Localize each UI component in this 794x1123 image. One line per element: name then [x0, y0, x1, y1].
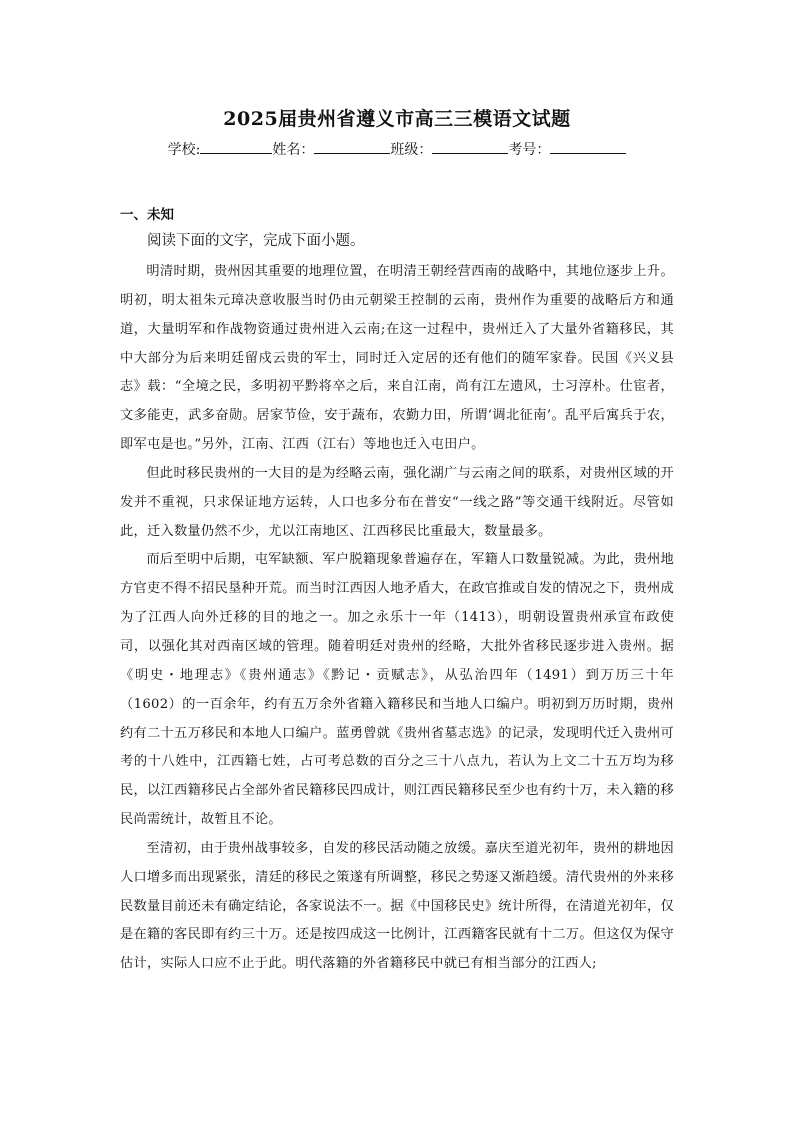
school-label: 学校: [167, 142, 201, 158]
passage-paragraph: 但此时移民贵州的一大目的是为经略云南，强化湖广与云南之间的联系，对贵州区域的开发并不重视，只求保证地方运转，人口也多分布在普安“一线之路”等交通干线附近。尽管如此，迁入数量仍然不少，尤以江南地区、江西移民比重最大，数量最多。 [120, 465, 674, 539]
exam-number-label: 考号： [508, 142, 551, 158]
student-info-line [0, 139, 794, 159]
school-blank[interactable] [200, 141, 272, 154]
name-blank[interactable] [314, 141, 390, 154]
class-blank[interactable] [432, 141, 508, 154]
document-title: 2025届贵州省遵义市高三三模语文试题 [223, 108, 571, 130]
passage-paragraph: 明清时期，贵州因其重要的地理位置，在明清王朝经营西南的战略中，其地位逐步上升。明初，明太祖朱元璋决意收服当时仍由元朝梁王控制的云南，贵州作为重要的战略后方和通道，大量明军和作战物资通过贵州进入云南;在这一过程中，贵州迁入了大量外省籍移民，其中大部分为后来明廷留戍云贵的军士，同时迁入定居的还有他们的随军家眷。民国《兴义县志》载：“全境之民，多明初平黔将卒之后，来自江南，尚有江左遗风，士习淳朴。仕宦者，文多能吏，武多奋勋。居家节俭，安于蔬布，农勤力田，所谓‘调北征南’。乱平后寓兵于农，即军屯是也。”另外，江南、江西（江右）等地也迁入屯田户。 [120, 264, 674, 453]
exam-number-blank[interactable] [550, 141, 626, 154]
name-label: 姓名： [272, 142, 315, 158]
passage-paragraph: 至清初，由于贵州战事较多，自发的移民活动随之放缓。嘉庆至道光初年，贵州的耕地因人口增多而出现紧张，清廷的移民之策遂有所调整，移民之势逐又渐趋缓。清代贵州的外来移民数量目前还未有确定结论，各家说法不一。据《中国移民史》统计所得，在清道光初年，仅是在籍的客民即有约三十万。还是按四成这一比例计，江西籍客民就有十二万。但这仅为保守估计，实际人口应不止于此。明代落籍的外省籍移民中就已有相当部分的江西人; [120, 840, 674, 972]
section-heading: 一、未知 [120, 207, 174, 223]
passage-paragraph: 而后至明中后期，屯军缺额、军户脱籍现象普遍存在，军籍人口数量锐减。为此，贵州地方官吏不得不招民垦种开荒。而当时江西因人地矛盾大，在政官推或自发的情况之下，贵州成为了江西人向外迁移的目的地之一。加之永乐十一年（1413），明朝设置贵州承宣布政使司，以强化其对西南区域的管理。随着明廷对贵州的经略，大批外省移民逐步进入贵州。据《明史・地理志》《贵州通志》《黔记・贡赋志》，从弘治四年（1491）到万历三十年（1602）的一百余年，约有五万余外省籍入籍移民和当地人口编户。明初到万历时期，贵州约有二十五万移民和本地人口编户。蓝勇曾就《贵州省墓志选》的记录，发现明代迁入贵州可考的十八姓中，江西籍七姓，占可考总数的百分之三十八点九，若认为上文二十五万均为移民，以江西籍移民占全部外省民籍移民四成计，则江西民籍移民至少也有约十万，未入籍的移民尚需统计，故暂且不论。 [120, 552, 674, 828]
class-label: 班级： [390, 142, 433, 158]
reading-instruction: 阅读下面的文字，完成下面小题。 [147, 233, 365, 249]
passage-body [120, 258, 674, 979]
